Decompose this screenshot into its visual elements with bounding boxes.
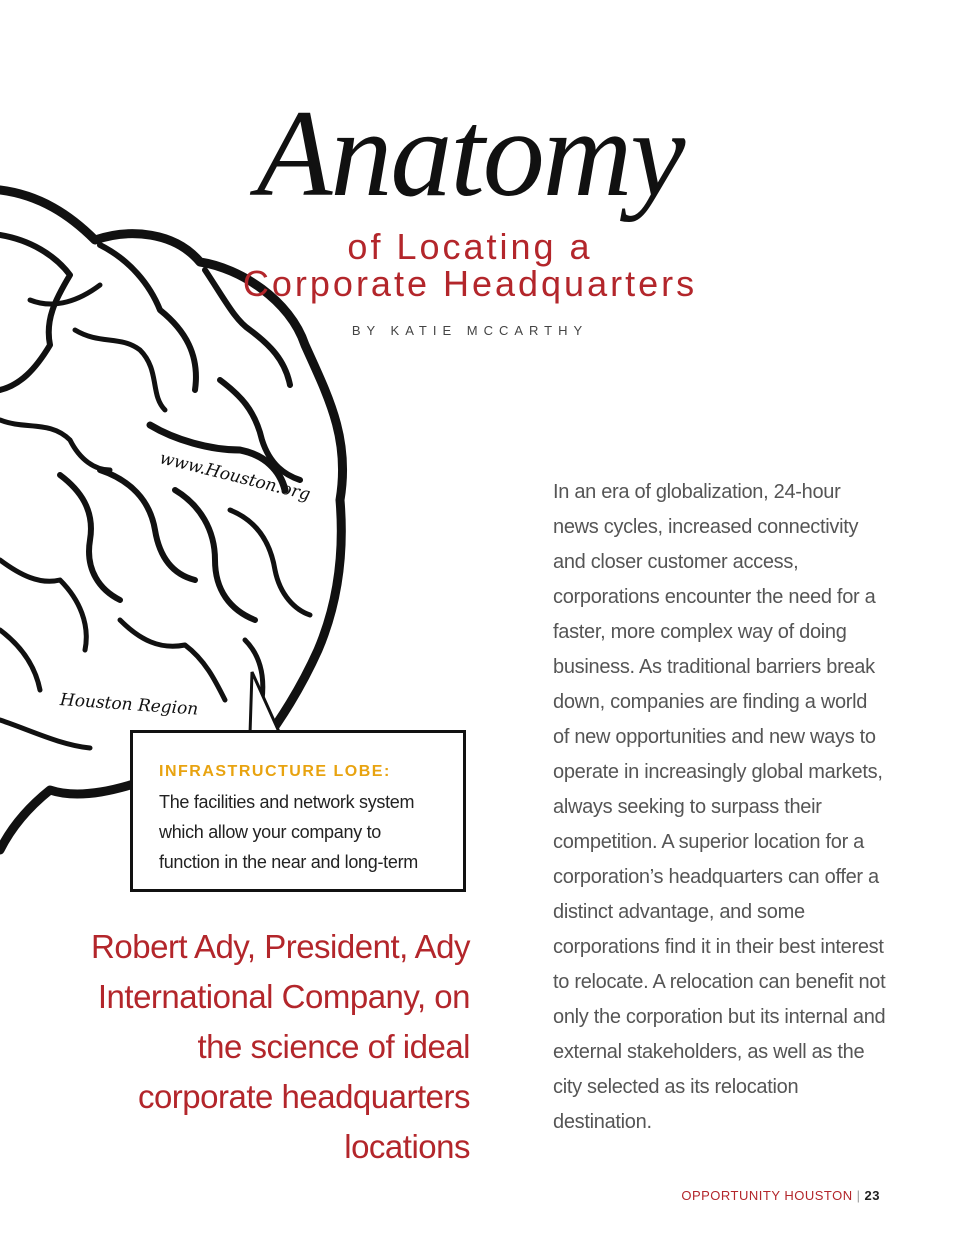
subtitle-line-2: Corporate Headquarters — [242, 263, 698, 304]
subtitle-line-1: of Locating a — [347, 226, 593, 267]
brain-label-region: Houston Region — [59, 690, 199, 720]
callout-body: The facilities and network system which allow your company to function in the near and long-term — [159, 792, 418, 872]
pull-quote: Robert Ady, President, Ady International Company, on the science of ideal corporate headquarters locations — [91, 928, 470, 1165]
title-main: Anatomy — [256, 85, 684, 222]
callout-pointer — [244, 668, 284, 734]
body-paragraph: In an era of globalization, 24-hour news cycles, increased connectivity and closer customer access, corporations encounter the need for a faster, more complex way of doing business. As traditional barriers break down, companies are finding a world of new opportunities and new ways to operate in increasingly global markets, always seeking to surpass their competition. A superior location for a corporation’s headquarters can offer a distinct advantage, and some corporations find it in their best interest to relocate. A relocation can benefit not only the corporation but its internal and external stakeholders, as well as the city selected as its relocation destination. — [553, 481, 886, 1133]
page-number: 23 — [864, 1188, 880, 1203]
brain-label-website: www.Houston.org — [157, 448, 313, 506]
callout-box — [130, 730, 466, 892]
byline: BY KATIE MCCARTHY — [351, 323, 589, 338]
footer-separator: | — [856, 1188, 861, 1203]
footer-publication: OPPORTUNITY HOUSTON — [681, 1188, 853, 1203]
page-footer — [681, 1188, 880, 1203]
callout-title: INFRASTRUCTURE LOBE: — [159, 763, 391, 780]
